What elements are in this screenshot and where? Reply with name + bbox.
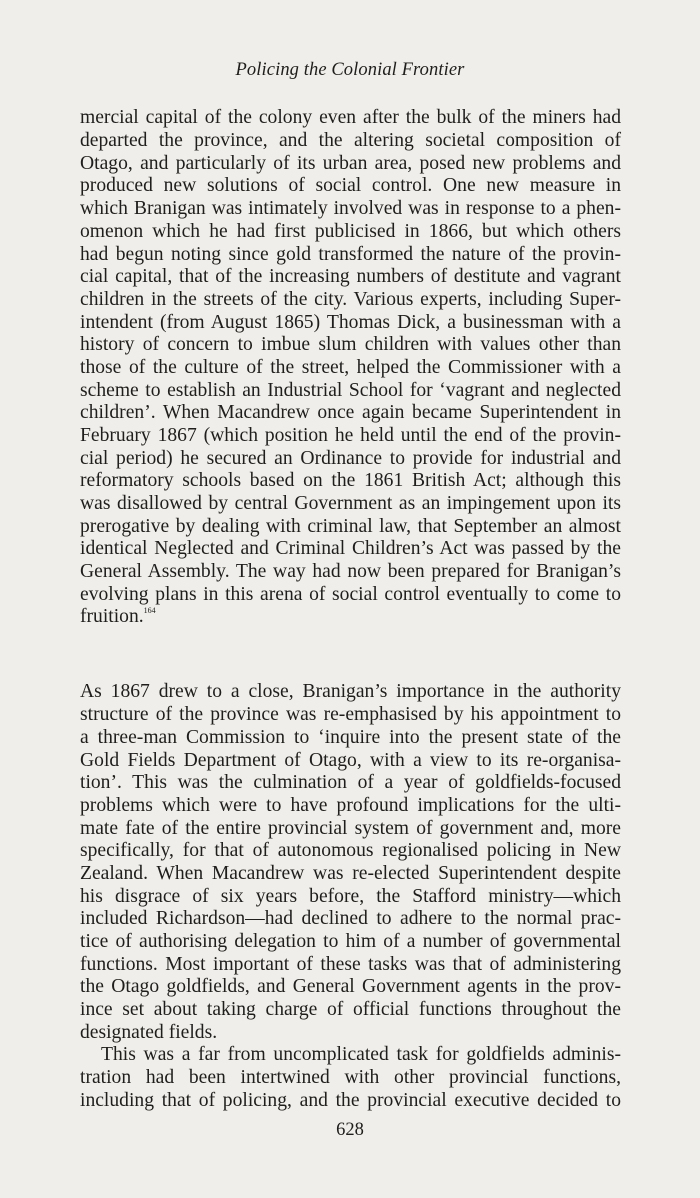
text-line: departed the province, and the altering societal composition of	[80, 130, 621, 151]
text-line: problems which were to have profound implications for the ulti-	[80, 795, 621, 816]
text-line: identical Neglected and Criminal Children’s Act was passed by the	[80, 538, 621, 559]
text-line: those of the culture of the street, helped the Commissioner with a	[80, 357, 621, 378]
text-line: omenon which he had first publicised in 1866, but which others	[80, 221, 621, 242]
page-number: 628	[336, 1120, 364, 1140]
text-line: children’. When Macandrew once again became Superintendent in	[80, 402, 621, 423]
text-line: intendent (from August 1865) Thomas Dick, a businessman with a	[80, 312, 621, 333]
running-head: Policing the Colonial Frontier	[235, 60, 465, 80]
text-line: This was a far from uncomplicated task for goldfields adminis-	[101, 1044, 621, 1065]
text-line: functions. Most important of these tasks was that of administering	[80, 954, 621, 975]
text-line: cial period) he secured an Ordinance to provide for industrial and	[80, 448, 621, 469]
text-line: history of concern to imbue slum children with values other than	[80, 334, 621, 355]
text-line: ince set about taking charge of official functions throughout the	[80, 999, 621, 1020]
text-line: was disallowed by central Government as an impingement upon its	[80, 493, 621, 514]
text-line: specifically, for that of autonomous regionalised policing in New	[80, 840, 621, 861]
text-line: structure of the province was re-emphasised by his appointment to	[80, 704, 621, 725]
text-line: which Branigan was intimately involved was in response to a phen-	[80, 198, 621, 219]
text-line	[80, 606, 621, 628]
text-line: the Otago goldfields, and General Government agents in the prov-	[80, 976, 621, 997]
text-line: produced new solutions of social control. One new measure in	[80, 175, 621, 196]
text-line: had begun noting since gold transformed the nature of the provin-	[80, 244, 621, 265]
text-line: including that of policing, and the provincial executive decided to	[80, 1090, 621, 1111]
text-line: evolving plans in this arena of social control eventually to come to	[80, 584, 621, 605]
text-line: included Richardson—had declined to adhere to the normal prac-	[80, 908, 621, 929]
text-line: children in the streets of the city. Various experts, including Super-	[80, 289, 621, 310]
text-line: prerogative by dealing with criminal law, that September an almost	[80, 516, 621, 537]
text-line: his disgrace of six years before, the Stafford ministry—which	[80, 886, 621, 907]
text-line: cial capital, that of the increasing numbers of destitute and vagrant	[80, 266, 621, 287]
text-line: a three-man Commission to ‘inquire into the present state of the	[80, 727, 621, 748]
text-line: mate fate of the entire provincial system of government and, more	[80, 818, 621, 839]
text-line: designated fields.	[80, 1022, 218, 1043]
text-line: tration had been intertwined with other provincial functions,	[80, 1067, 621, 1088]
footnote-reference: 164	[143, 606, 156, 615]
text-line-content: fruition.	[80, 606, 144, 627]
text-line: General Assembly. The way had now been prepared for Branigan’s	[80, 561, 621, 582]
text-line: February 1867 (which position he held until the end of the provin-	[80, 425, 621, 446]
text-line: scheme to establish an Industrial School for ‘vagrant and neglected	[80, 380, 621, 401]
text-line: tice of authorising delegation to him of a number of governmental	[80, 931, 621, 952]
text-line: reformatory schools based on the 1861 British Act; although this	[80, 470, 621, 491]
text-line: As 1867 drew to a close, Branigan’s importance in the authority	[80, 681, 621, 702]
text-line: Zealand. When Macandrew was re-elected Superintendent despite	[80, 863, 621, 884]
text-line: Gold Fields Department of Otago, with a view to its re-organisa-	[80, 750, 621, 771]
text-line: tion’. This was the culmination of a year of goldfields-focused	[80, 772, 621, 793]
text-line: Otago, and particularly of its urban area, posed new problems and	[80, 153, 621, 174]
text-line: mercial capital of the colony even after the bulk of the miners had	[80, 107, 621, 128]
